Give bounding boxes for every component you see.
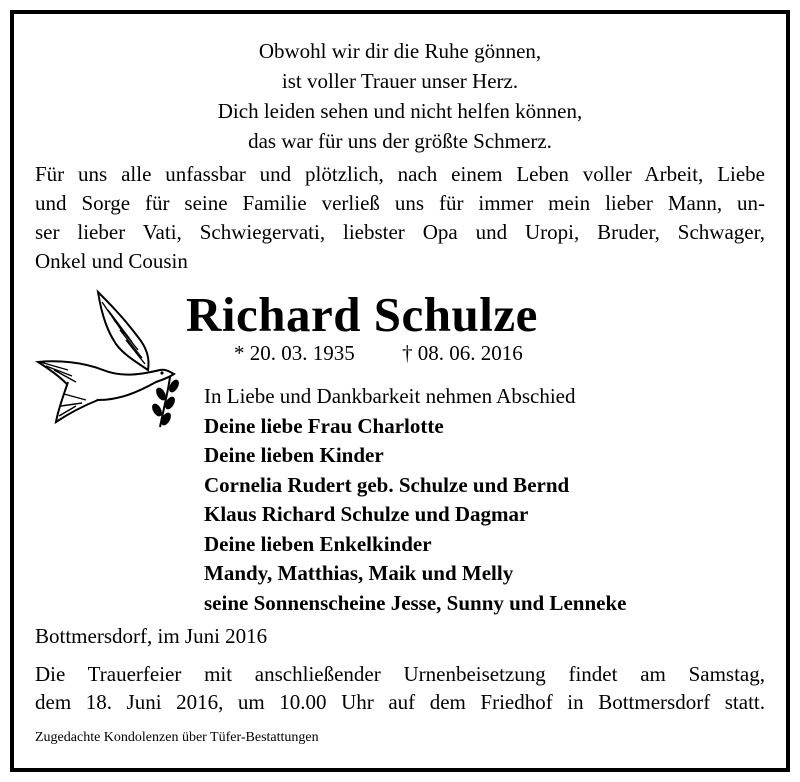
mourner-line: Deine lieben Kinder: [204, 443, 384, 467]
mourners-heading: In Liebe und Dankbarkeit nehmen Abschied: [204, 384, 576, 408]
funeral-line: Die Trauerfeier mit anschließender Urnenbeisetzung findet am Samstag,: [35, 662, 765, 686]
intro-line: Für uns alle unfassbar und plötzlich, nach einem Leben voller Arbeit, Liebe: [35, 162, 765, 186]
condolence-note: Zugedachte Kondolenzen über Tüfer-Bestattungen: [35, 730, 319, 745]
mourners-list: [204, 382, 626, 618]
life-dates: [234, 341, 523, 366]
funeral-info: [35, 660, 765, 716]
poem-line: Obwohl wir dir die Ruhe gönnen,: [258, 39, 542, 63]
intro-text: [35, 160, 765, 276]
poem-line: das war für uns der größte Schmerz.: [248, 129, 552, 153]
mourner-line: Deine lieben Enkelkinder: [204, 531, 432, 556]
birth-date: * 20. 03. 1935: [234, 341, 355, 365]
mourner-line: Deine liebe Frau Charlotte: [204, 413, 444, 438]
mourner-line: seine Sonnenscheine Jesse, Sunny und Lenneke: [204, 590, 627, 615]
poem: [14, 36, 786, 156]
poem-line: ist voller Trauer unser Herz.: [281, 69, 519, 93]
intro-line: und Sorge für seine Familie verließ uns für immer mein lieber Mann, un-: [35, 191, 765, 215]
intro-line: ser lieber Vati, Schwiegervati, liebster Opa und Uropi, Bruder, Schwager,: [35, 220, 765, 244]
poem-line: Dich leiden sehen und nicht helfen können,: [217, 99, 583, 123]
deceased-name: Richard Schulze: [186, 287, 538, 342]
mourner-line: Cornelia Rudert geb. Schulze und Bernd: [204, 472, 570, 497]
place-and-date: Bottmersdorf, im Juni 2016: [35, 624, 268, 648]
intro-line: Onkel und Cousin: [35, 249, 188, 273]
funeral-line: dem 18. Juni 2016, um 10.00 Uhr auf dem Friedhof in Bottmersdorf statt.: [35, 690, 765, 714]
death-date: † 08. 06. 2016: [402, 341, 523, 365]
obituary-notice: [10, 10, 790, 772]
mourner-line: Mandy, Matthias, Maik und Melly: [204, 561, 514, 585]
mourner-line: Klaus Richard Schulze und Dagmar: [204, 502, 529, 526]
dove-with-olive-branch-icon: [28, 282, 188, 432]
